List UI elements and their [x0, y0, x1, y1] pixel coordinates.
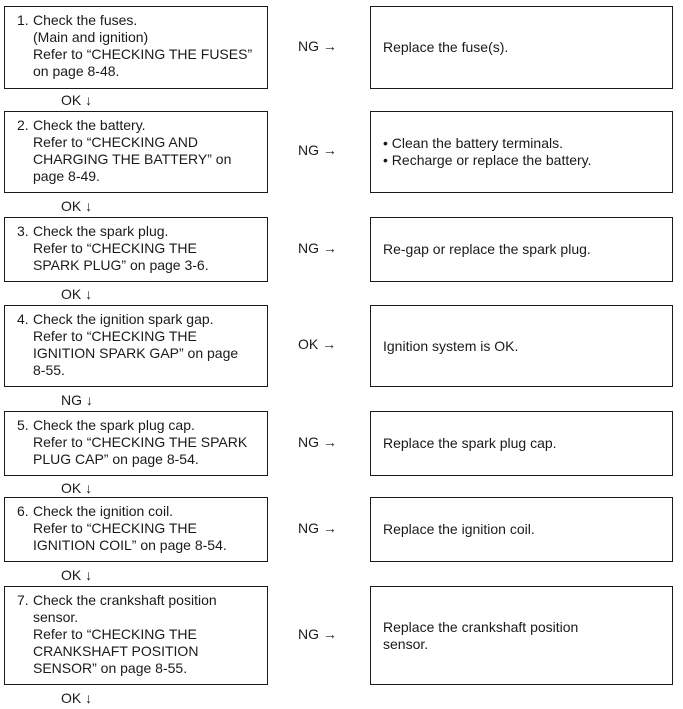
step-line: Check the crankshaft position	[33, 592, 217, 608]
step-line: on page 8-48.	[33, 63, 120, 79]
check-step-text	[17, 311, 239, 379]
action-line: Ignition system is OK.	[383, 337, 519, 354]
step-line: Refer to “CHECKING THE SPARK	[33, 434, 248, 450]
action-line: • Recharge or replace the battery.	[383, 152, 592, 168]
action-line: Re-gap or replace the spark plug.	[383, 241, 591, 257]
step-line: 8-55.	[33, 362, 65, 378]
step-line: Check the ignition spark gap.	[33, 311, 214, 327]
action-box	[370, 111, 673, 193]
step-line: (Main and ignition)	[33, 29, 149, 45]
check-step-text	[17, 223, 209, 274]
next-step-label: OK ↓	[61, 286, 93, 302]
step-line: Check the battery.	[33, 117, 146, 133]
next-step-label: OK ↓	[61, 690, 93, 706]
step-number: 1.	[17, 12, 29, 28]
step-line: SENSOR” on page 8-55.	[33, 660, 188, 676]
step-line: Refer to “CHECKING THE	[33, 328, 197, 344]
step-line: IGNITION COIL” on page 8-54.	[33, 537, 227, 553]
step-line: sensor.	[33, 609, 79, 625]
step-line: PLUG CAP” on page 8-54.	[33, 451, 199, 467]
branch-label: NG →	[298, 625, 337, 642]
action-line: Replace the fuse(s).	[383, 39, 509, 55]
action-box	[370, 586, 673, 685]
check-step-box	[4, 305, 268, 387]
branch-label: OK →	[298, 336, 337, 352]
check-step-box	[4, 217, 268, 282]
check-step-box	[4, 586, 268, 685]
check-step-box	[4, 111, 268, 193]
step-line: Refer to “CHECKING THE	[33, 520, 197, 536]
step-line: IGNITION SPARK GAP” on page	[33, 345, 239, 361]
next-step-label: NG ↓	[61, 392, 93, 408]
next-step-label: OK ↓	[61, 567, 93, 583]
branch-label: NG →	[298, 239, 337, 256]
check-step-text	[17, 12, 253, 80]
branch-label: NG →	[298, 37, 337, 54]
step-number: 6.	[17, 503, 29, 519]
branch-label: NG →	[298, 142, 337, 158]
action-line: Replace the crankshaft position	[383, 618, 579, 635]
next-step-label: OK ↓	[61, 198, 93, 214]
action-line: Replace the ignition coil.	[383, 521, 535, 537]
step-line: Refer to “CHECKING THE	[33, 240, 197, 256]
check-step-text	[17, 117, 232, 185]
action-line: Replace the spark plug cap.	[383, 435, 557, 451]
step-line: CHARGING THE BATTERY” on	[33, 151, 232, 167]
action-text	[383, 435, 664, 452]
step-line: Check the spark plug.	[33, 223, 169, 239]
step-number: 2.	[17, 117, 29, 133]
action-box	[370, 411, 673, 476]
action-text	[383, 241, 664, 258]
action-line: • Clean the battery terminals.	[383, 135, 563, 151]
action-box	[370, 305, 673, 387]
next-step-label: OK ↓	[61, 480, 93, 496]
step-number: 4.	[17, 311, 29, 327]
step-line: Check the ignition coil.	[33, 503, 174, 519]
step-line: SPARK PLUG” on page 3-6.	[33, 257, 209, 273]
action-text	[383, 39, 664, 56]
step-line: Check the spark plug cap.	[33, 417, 195, 433]
action-box	[370, 217, 673, 282]
action-text	[383, 135, 664, 169]
step-number: 7.	[17, 592, 29, 608]
action-box	[370, 6, 673, 89]
step-line: Check the fuses.	[33, 12, 138, 28]
step-number: 3.	[17, 223, 29, 239]
step-line: Refer to “CHECKING AND	[33, 134, 198, 150]
action-text	[383, 338, 664, 355]
step-number: 5.	[17, 417, 29, 433]
step-line: CRANKSHAFT POSITION	[33, 643, 199, 659]
check-step-text	[17, 592, 217, 677]
check-step-text	[17, 417, 248, 468]
check-step-box	[4, 411, 268, 476]
branch-label: NG →	[298, 519, 337, 536]
action-box	[370, 497, 673, 562]
check-step-box	[4, 497, 268, 562]
step-line: Refer to “CHECKING THE	[33, 626, 197, 642]
next-step-label: OK ↓	[61, 92, 93, 108]
action-text	[383, 619, 664, 653]
check-step-text	[17, 503, 227, 554]
check-step-box	[4, 6, 268, 89]
action-line: sensor.	[383, 635, 429, 652]
step-line: page 8-49.	[33, 168, 100, 184]
action-text	[383, 521, 664, 538]
step-line: Refer to “CHECKING THE FUSES”	[33, 46, 253, 62]
branch-label: NG →	[298, 433, 337, 450]
